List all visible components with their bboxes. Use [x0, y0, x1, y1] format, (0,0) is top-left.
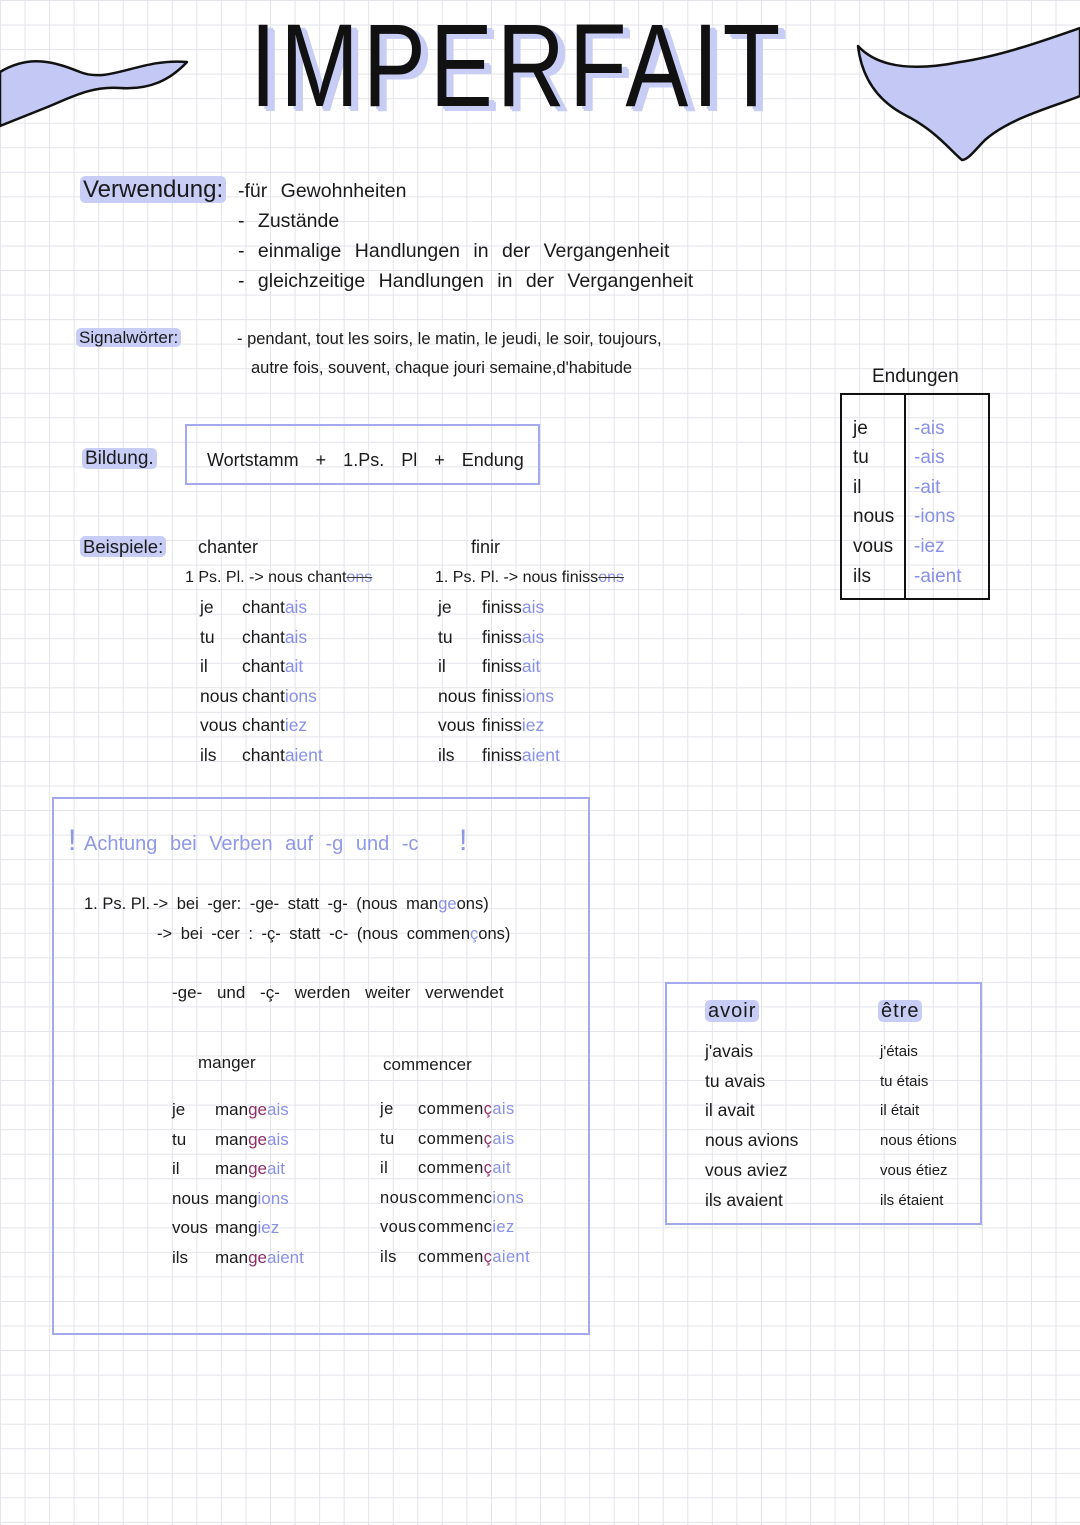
verwendung-item: - gleichzeitige Handlungen in der Vergangenheit	[238, 270, 694, 292]
pronoun: vous	[200, 715, 237, 736]
rule-text: -> bei -cer : -ç- statt -c- (nous commen	[157, 925, 471, 943]
exclamation-icon: !	[459, 824, 468, 857]
verb-ending: ais	[267, 1100, 289, 1119]
endungen-table	[840, 393, 990, 600]
verb-stem: commen	[418, 1129, 484, 1148]
etre-label	[878, 999, 922, 1023]
verb-ending: ais	[521, 626, 545, 647]
verb-ending: ais	[267, 1129, 289, 1149]
verb-ending: ait	[267, 1159, 285, 1179]
pronoun: il	[380, 1159, 389, 1178]
pronoun: tu	[172, 1129, 187, 1149]
verb-stem: chant	[242, 626, 285, 647]
beispiele-label	[80, 535, 166, 559]
avoir-form: vous aviez	[705, 1159, 788, 1180]
etre-label-text: être	[878, 1000, 922, 1022]
verwendung-item: - Zustände	[238, 210, 340, 232]
stem-change-mark: ç	[483, 1159, 493, 1178]
verwendung-item: -für Gewohnheiten	[238, 180, 407, 202]
verb-stem: chant	[242, 715, 285, 736]
verb-ending: ions	[521, 685, 554, 706]
verb-stem: chant	[242, 685, 285, 706]
pronoun: je	[380, 1100, 394, 1118]
verb-ending: aient	[284, 745, 323, 765]
pronoun: ils	[380, 1248, 397, 1266]
conjugation-row	[438, 682, 554, 712]
verb-ending: iez	[257, 1218, 280, 1238]
verb-ending: -aient	[914, 565, 962, 587]
verb-ending: ais	[284, 597, 308, 617]
verb-stem: finiss	[482, 626, 522, 647]
verb-stem: man	[215, 1159, 249, 1179]
endungen-row	[853, 414, 945, 444]
pronoun: je	[200, 597, 214, 617]
avoir-form: j'avais	[705, 1041, 754, 1061]
signalwoerter-label-text: Signalwörter:	[76, 328, 181, 347]
endungen-row	[853, 443, 945, 473]
avoir-form: ils avaient	[705, 1189, 783, 1210]
signalwoerter-label	[76, 327, 181, 349]
conjugation-row	[172, 1125, 289, 1155]
infinitive-commencer: commencer	[383, 1055, 472, 1074]
conjugation-row	[380, 1213, 515, 1243]
pronoun: il	[172, 1159, 180, 1179]
verb-ending: -ait	[914, 476, 941, 498]
conjugation-row	[438, 623, 544, 653]
pronoun: je	[438, 597, 452, 617]
bildung-formula: Wortstamm + 1.Ps. Pl + Endung	[207, 449, 524, 470]
conjugation-row	[380, 1125, 515, 1155]
pronoun: nous	[380, 1188, 418, 1207]
achtung-heading: Achtung bei Verben auf -g und -c	[84, 833, 419, 855]
verb-stem: commenc	[418, 1188, 493, 1207]
conjugation-row	[438, 711, 544, 741]
etre-form: tu étais	[880, 1072, 929, 1090]
pronoun: tu	[200, 626, 215, 647]
verb-ending: iez	[492, 1218, 515, 1237]
verb-ending: ais	[521, 597, 545, 617]
verb-stem: commen	[418, 1248, 484, 1266]
conjugation-row	[172, 1243, 304, 1273]
etre-form: nous étions	[880, 1132, 957, 1150]
verb-ending: -ions	[914, 506, 956, 528]
bildung-label	[82, 447, 157, 471]
verwendung-list	[238, 176, 693, 296]
stem-note-text: 1 Ps. Pl. -> nous chant	[185, 569, 347, 586]
avoir-label	[705, 999, 759, 1023]
etre-form: vous étiez	[880, 1161, 948, 1179]
pronoun: je	[172, 1100, 186, 1119]
avoir-form: il avait	[705, 1100, 755, 1121]
pronoun: il	[200, 656, 208, 677]
verb-stem: chant	[242, 597, 285, 617]
avoir-label-text: avoir	[705, 1000, 759, 1022]
pronoun: ils	[172, 1248, 189, 1267]
etre-form: ils étaient	[880, 1191, 944, 1209]
endungen-label: Endungen	[872, 366, 959, 387]
etre-form: il était	[880, 1102, 920, 1120]
verb-ending: iez	[521, 715, 545, 736]
verb-stem: finiss	[482, 685, 522, 706]
conjugation-row	[200, 593, 307, 623]
verb-stem: man	[215, 1100, 249, 1119]
endungen-row	[853, 532, 945, 562]
verb-stem: man	[215, 1248, 249, 1267]
pronoun: tu	[380, 1129, 395, 1148]
page-title: IMPERFAIT	[250, 0, 785, 132]
pronoun: vous	[172, 1218, 208, 1238]
verb-ending: ions	[257, 1188, 289, 1208]
conjugation-row	[172, 1095, 289, 1125]
endungen-row	[853, 473, 940, 503]
pronoun: tu	[853, 447, 869, 469]
conjugation-row	[200, 652, 303, 682]
pronoun: tu	[438, 626, 453, 647]
conjugation-row	[172, 1213, 279, 1243]
rule-text: -> bei -ger: -ge- statt -g- (nous man	[153, 895, 439, 913]
etre-form: j'étais	[880, 1043, 918, 1060]
verwendung-item: - einmalige Handlungen in der Vergangenheit	[238, 240, 670, 262]
conjugation-row	[380, 1243, 530, 1273]
achtung-rule	[153, 889, 510, 919]
pronoun: nous	[438, 685, 476, 706]
verb-ending: ait	[284, 656, 304, 677]
pronoun: il	[853, 476, 862, 498]
verb-ending: ais	[492, 1100, 515, 1118]
exclamation-icon: !	[68, 824, 77, 857]
conjugation-row	[200, 711, 307, 741]
endungen-row	[853, 502, 955, 532]
right-wave-blob	[858, 28, 1080, 160]
verb-ending: -ais	[914, 447, 945, 469]
achtung-rules	[153, 889, 510, 949]
verb-ending: -iez	[914, 535, 945, 557]
pronoun: vous	[438, 715, 475, 736]
pronoun: il	[438, 656, 446, 677]
achtung-rule-label: 1. Ps. Pl.	[84, 895, 151, 913]
verb-stem: chant	[242, 656, 285, 677]
beispiele-label-text: Beispiele:	[80, 536, 166, 557]
conjugation-row	[200, 741, 323, 771]
stem-change-mark: ge	[248, 1159, 267, 1179]
signalwoerter-list	[237, 325, 662, 383]
pronoun: ils	[200, 745, 217, 765]
conjugation-row	[438, 741, 560, 771]
conjugation-row	[380, 1184, 524, 1214]
pronoun: nous	[172, 1188, 209, 1208]
rule-rest: ons)	[478, 925, 511, 943]
verb-stem: mang	[215, 1218, 258, 1238]
verb-ending: ait	[521, 656, 541, 677]
stem-change-mark: ç	[483, 1100, 493, 1118]
verb-ending: aient	[267, 1248, 304, 1267]
pronoun: vous	[380, 1218, 417, 1237]
achtung-note: -ge- und -ç- werden weiter verwendet	[172, 983, 504, 1002]
verb-ending: -ais	[914, 417, 945, 439]
pronoun: vous	[853, 535, 894, 557]
conjugation-row	[380, 1095, 515, 1125]
conjugation-row	[172, 1154, 285, 1184]
struck-ending: ons	[346, 569, 373, 586]
left-wave-blob	[0, 61, 187, 126]
verwendung-label	[80, 175, 226, 205]
stem-note-text: 1. Ps. Pl. -> nous finiss	[435, 569, 599, 586]
verb-ending: ions	[284, 685, 317, 706]
signalwoerter-line: - pendant, tout les soirs, le matin, le jeudi, le soir, toujours,	[237, 330, 662, 348]
verb-stem: finiss	[482, 656, 522, 677]
pronoun: je	[853, 417, 868, 439]
verb-stem: mang	[215, 1188, 258, 1208]
stem-change-mark: ç	[483, 1129, 493, 1148]
verb-stem: finiss	[482, 715, 522, 736]
conjugation-row	[200, 682, 317, 712]
infinitive-chanter: chanter	[198, 537, 259, 557]
signalwoerter-line: autre fois, souvent, chaque jouri semaine,d'habitude	[251, 359, 633, 377]
bildung-label-text: Bildung.	[82, 448, 157, 469]
verb-stem: commenc	[418, 1218, 493, 1237]
verb-ending: ait	[492, 1159, 511, 1178]
verb-stem: finiss	[482, 745, 522, 765]
stem-change-mark: ç	[483, 1248, 493, 1266]
pronoun: nous	[200, 685, 238, 706]
conjugation-row	[438, 652, 540, 682]
stem-change-mark: ge	[248, 1248, 267, 1267]
conjugation-row	[200, 623, 307, 653]
conjugation-row	[438, 593, 544, 623]
verb-stem: chant	[242, 745, 285, 765]
rule-rest: ons)	[456, 895, 489, 913]
conjugation-row	[172, 1184, 289, 1214]
verb-stem: commen	[418, 1159, 484, 1178]
infinitive-manger: manger	[198, 1053, 256, 1072]
verb-ending: aient	[492, 1248, 531, 1266]
avoir-form: nous avions	[705, 1130, 799, 1151]
verb-ending: ions	[492, 1188, 525, 1207]
verb-ending: ais	[284, 626, 308, 647]
avoir-form: tu avais	[705, 1070, 766, 1091]
stem-note-chanter	[185, 567, 372, 589]
stem-change-mark: ge	[248, 1129, 267, 1149]
infinitive-finir: finir	[471, 537, 501, 557]
stem-change-mark: ge	[248, 1100, 267, 1119]
pronoun: ils	[438, 745, 455, 765]
pronoun: nous	[853, 506, 895, 528]
stem-note-finir	[435, 567, 624, 589]
achtung-rule	[153, 919, 510, 949]
verb-stem: man	[215, 1129, 249, 1149]
conjugation-row	[380, 1154, 511, 1184]
struck-ending: ons	[598, 569, 624, 586]
endungen-row	[853, 562, 962, 592]
verb-stem: commen	[418, 1100, 484, 1118]
rule-mark: ge	[438, 895, 457, 913]
rule-mark: ç	[470, 925, 479, 943]
verb-stem: finiss	[482, 597, 522, 617]
verb-ending: aient	[521, 745, 560, 765]
verb-ending: ais	[492, 1129, 515, 1148]
pronoun: ils	[853, 565, 871, 587]
verwendung-label-text: Verwendung:	[80, 176, 226, 203]
bildung-formula-box	[185, 424, 540, 485]
verb-ending: iez	[284, 715, 308, 736]
